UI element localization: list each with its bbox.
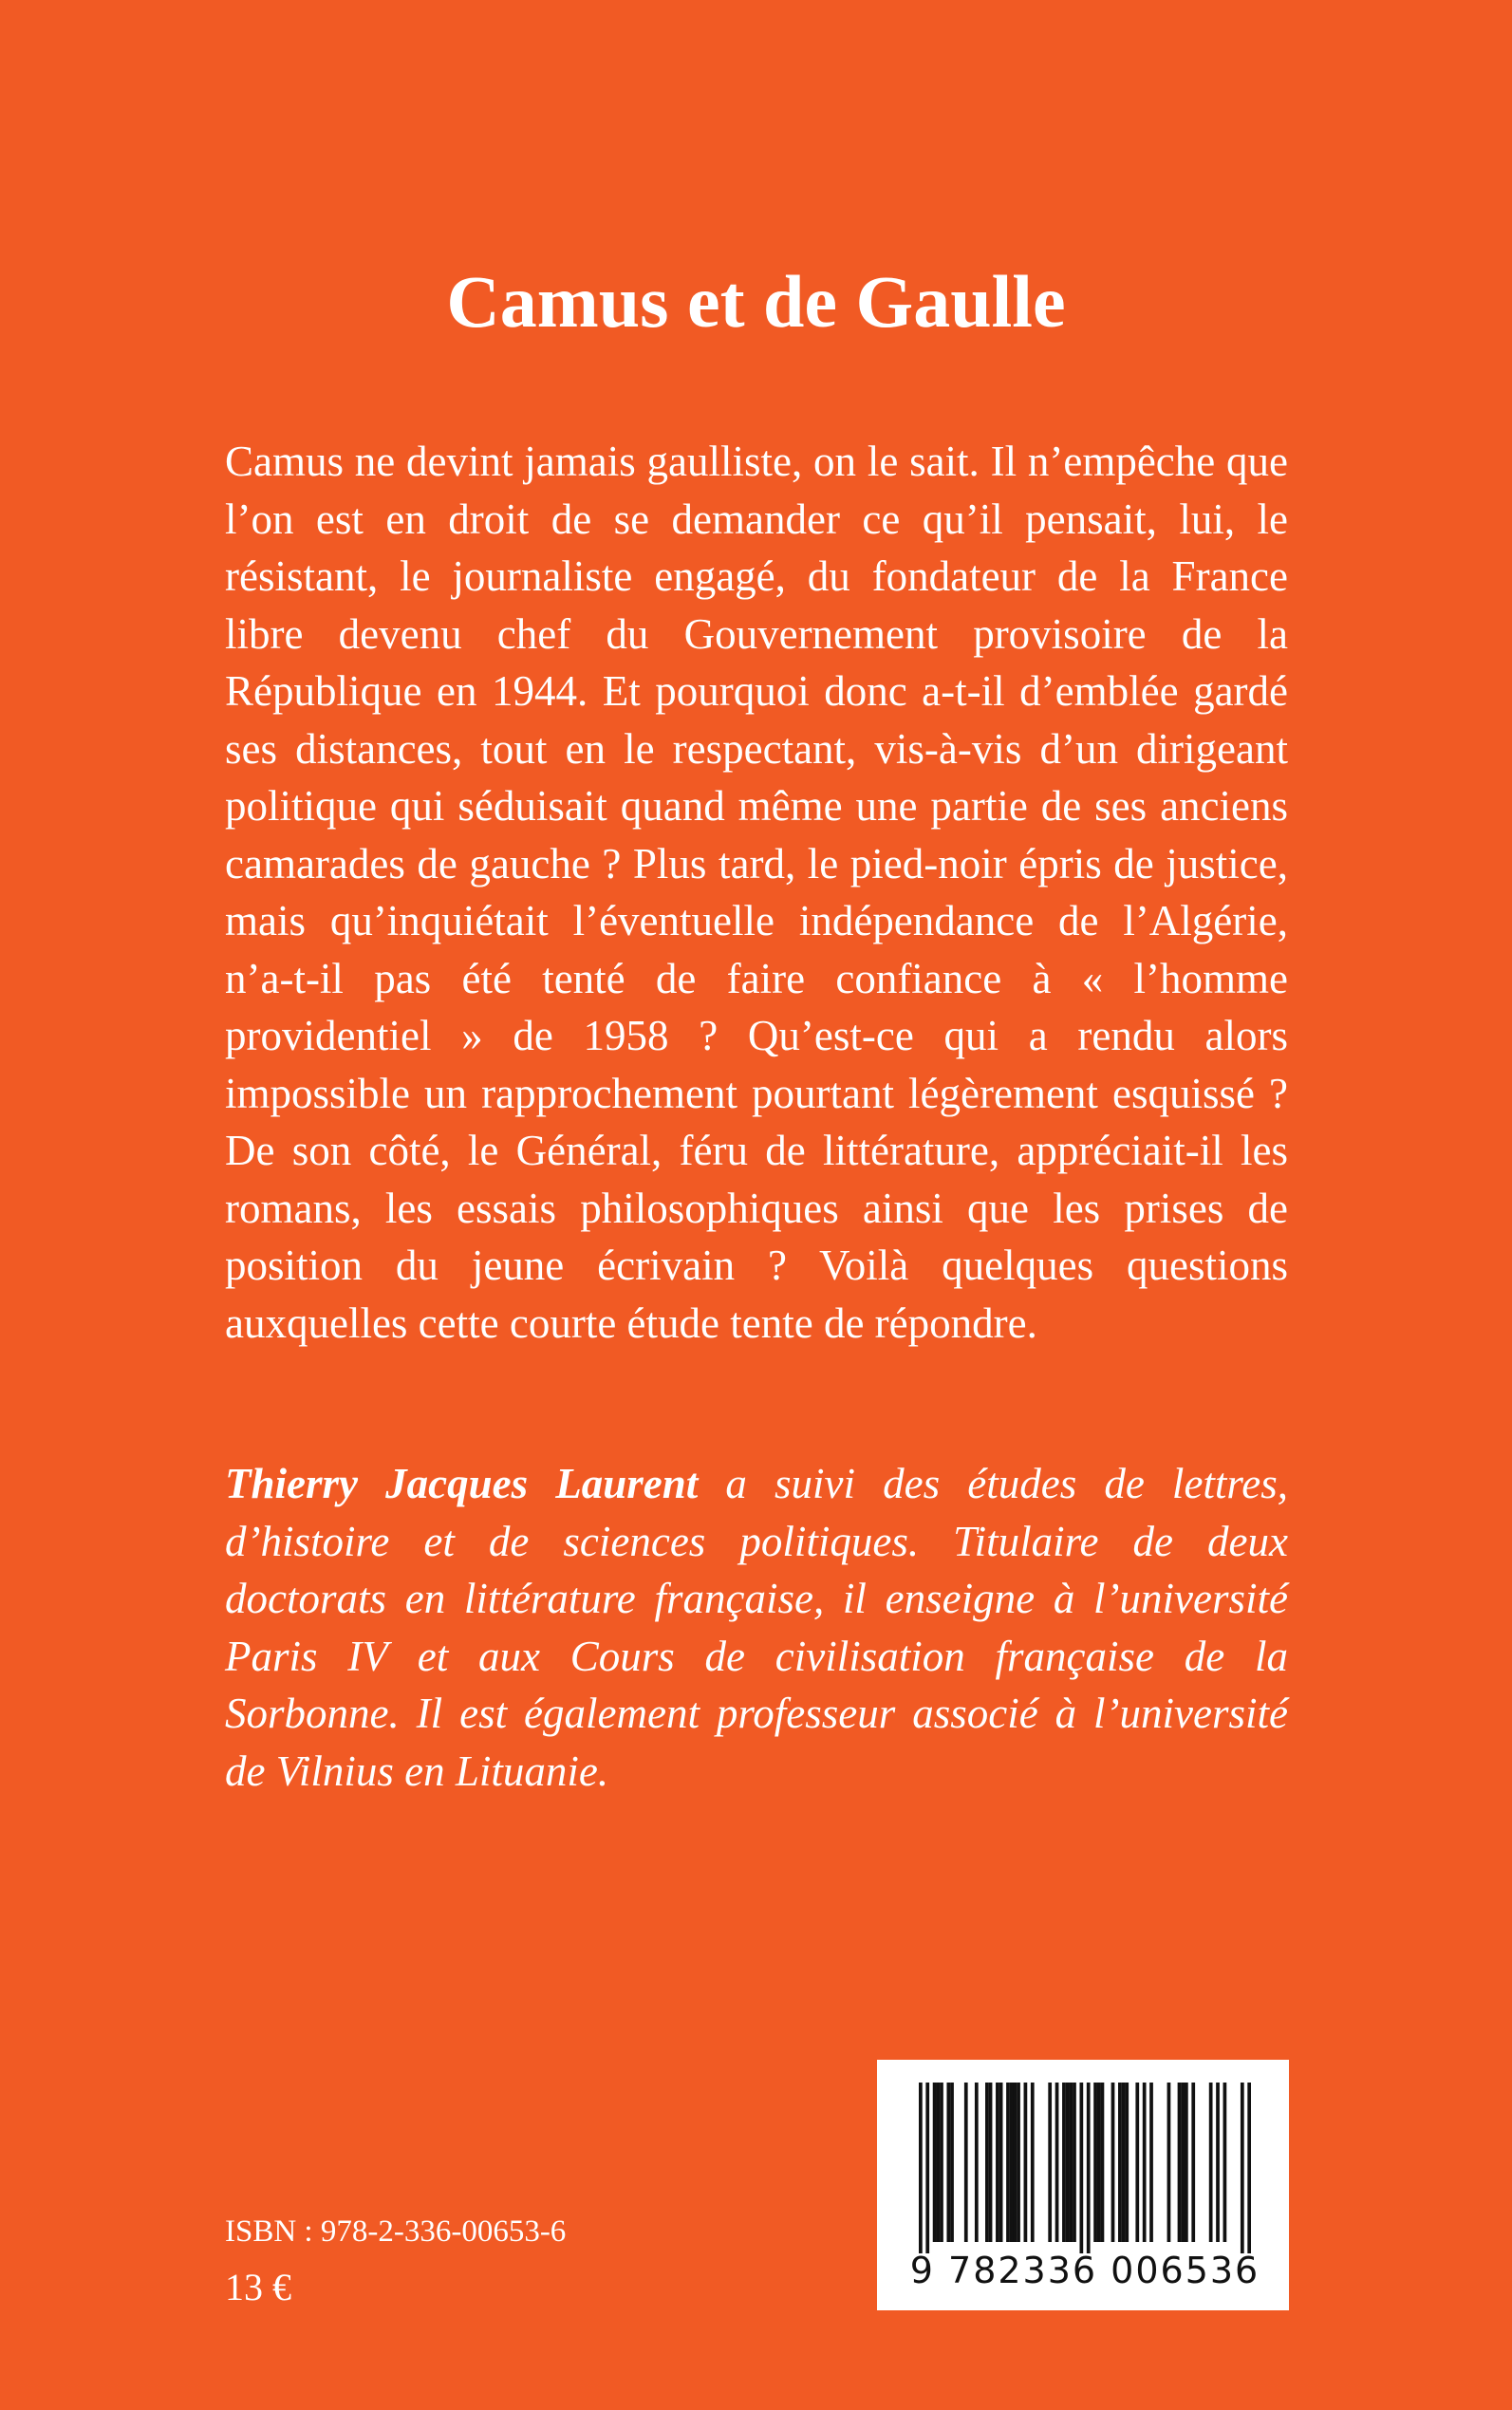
barcode-bar xyxy=(1101,2083,1105,2242)
barcode-bar xyxy=(975,2083,979,2242)
barcode-bar xyxy=(1066,2083,1070,2242)
book-title: Camus et de Gaulle xyxy=(446,260,1066,343)
barcode-bar xyxy=(1241,2083,1244,2253)
barcode-bar xyxy=(1149,2083,1153,2242)
barcode-bar xyxy=(1062,2083,1066,2242)
barcode-bar xyxy=(1087,2083,1091,2253)
barcode-bar xyxy=(1122,2083,1126,2242)
barcode-bar xyxy=(1093,2083,1097,2242)
author-bio-text: a suivi des études de lettres, d’histoire et de sciences politiques. Titulaire de deux doctorats en littérature française, il enseigne à l’université Paris IV et aux Cours de civilisation française de la Sorbonne. Il est également professeur associé à l’université de Vilnius en Lituanie. xyxy=(225,1460,1288,1795)
barcode-bar xyxy=(1010,2083,1014,2242)
barcode-bar xyxy=(1178,2083,1182,2242)
barcode-bars xyxy=(919,2083,1251,2253)
barcode-bar xyxy=(936,2083,940,2242)
barcode-bar xyxy=(996,2083,999,2242)
barcode-bar xyxy=(1073,2083,1076,2242)
barcode-bar xyxy=(1209,2083,1213,2242)
barcode-bar xyxy=(1031,2083,1035,2242)
barcode-bar xyxy=(925,2083,929,2253)
barcode-bar xyxy=(1181,2083,1185,2242)
barcode-bar xyxy=(1006,2083,1010,2242)
barcode-bar xyxy=(999,2083,1003,2242)
barcode-digits: 9 782336 006536 xyxy=(909,2250,1260,2291)
barcode-bar xyxy=(1048,2083,1052,2242)
barcode-bar xyxy=(1216,2083,1220,2242)
barcode-bar xyxy=(1024,2083,1028,2242)
barcode-bar xyxy=(940,2083,943,2242)
barcode-bar xyxy=(1111,2083,1115,2242)
barcode-bar xyxy=(1118,2083,1122,2242)
barcode-bar xyxy=(1079,2083,1083,2253)
barcode-bar xyxy=(933,2083,937,2242)
barcode-bar xyxy=(1013,2083,1017,2242)
barcode-bar xyxy=(989,2083,993,2242)
book-summary: Camus ne devint jamais gaulliste, on le sait. Il n’empêche que l’on est en droit de se demander ce qu’il pensait, lui, le résistant, le journaliste engagé, du fondateur de la France libre devenu chef du Gouvernement provisoire de la République en 1944. Et pourquoi donc a-t-il d’emblée gardé ses distances, tout en le respectant, vis-à-vis d’un dirigeant politique qui séduisait quand même une partie de ses anciens camarades de gauche ? Plus tard, le pied-noir épris de justice, mais qu’inquiétait l’éventuelle indépendance de l’Algérie, n’a-t-il pas été tenté de faire confiance à « l’homme providentiel » de 1958 ? Qu’est-ce qui a rendu alors impossible un rapprochement pourtant légèrement esquissé ? De son côté, le Général, féru de littérature, appréciait-il les romans, les essais philosophiques ainsi que les prises de position du jeune écrivain ? Voilà quelques questions auxquelles cette courte étude tente de répondre. xyxy=(225,438,1288,1347)
barcode-bar xyxy=(1097,2083,1101,2242)
barcode-bar xyxy=(1069,2083,1073,2242)
isbn-label: ISBN : 978-2-336-00653-6 xyxy=(225,2214,567,2249)
barcode-bar xyxy=(985,2083,989,2242)
barcode-bar xyxy=(1191,2083,1195,2242)
barcode-bar xyxy=(1135,2083,1139,2242)
barcode-bar xyxy=(946,2083,950,2242)
price-label: 13 € xyxy=(225,2266,291,2308)
barcode-bar xyxy=(1185,2083,1188,2242)
barcode-bar xyxy=(1167,2083,1171,2242)
barcode-bar xyxy=(1017,2083,1020,2242)
barcode-bar xyxy=(1223,2083,1227,2242)
barcode-bar xyxy=(1143,2083,1147,2242)
barcode-bar xyxy=(1125,2083,1129,2242)
barcode-bar xyxy=(1055,2083,1059,2242)
barcode-bar xyxy=(919,2083,923,2253)
author-name: Thierry Jacques Laurent xyxy=(225,1460,699,1507)
author-bio xyxy=(225,1455,1288,1800)
barcode-bar xyxy=(950,2083,954,2242)
barcode-bar xyxy=(1247,2083,1251,2253)
barcode-bar xyxy=(964,2083,968,2242)
barcode xyxy=(877,2060,1289,2310)
